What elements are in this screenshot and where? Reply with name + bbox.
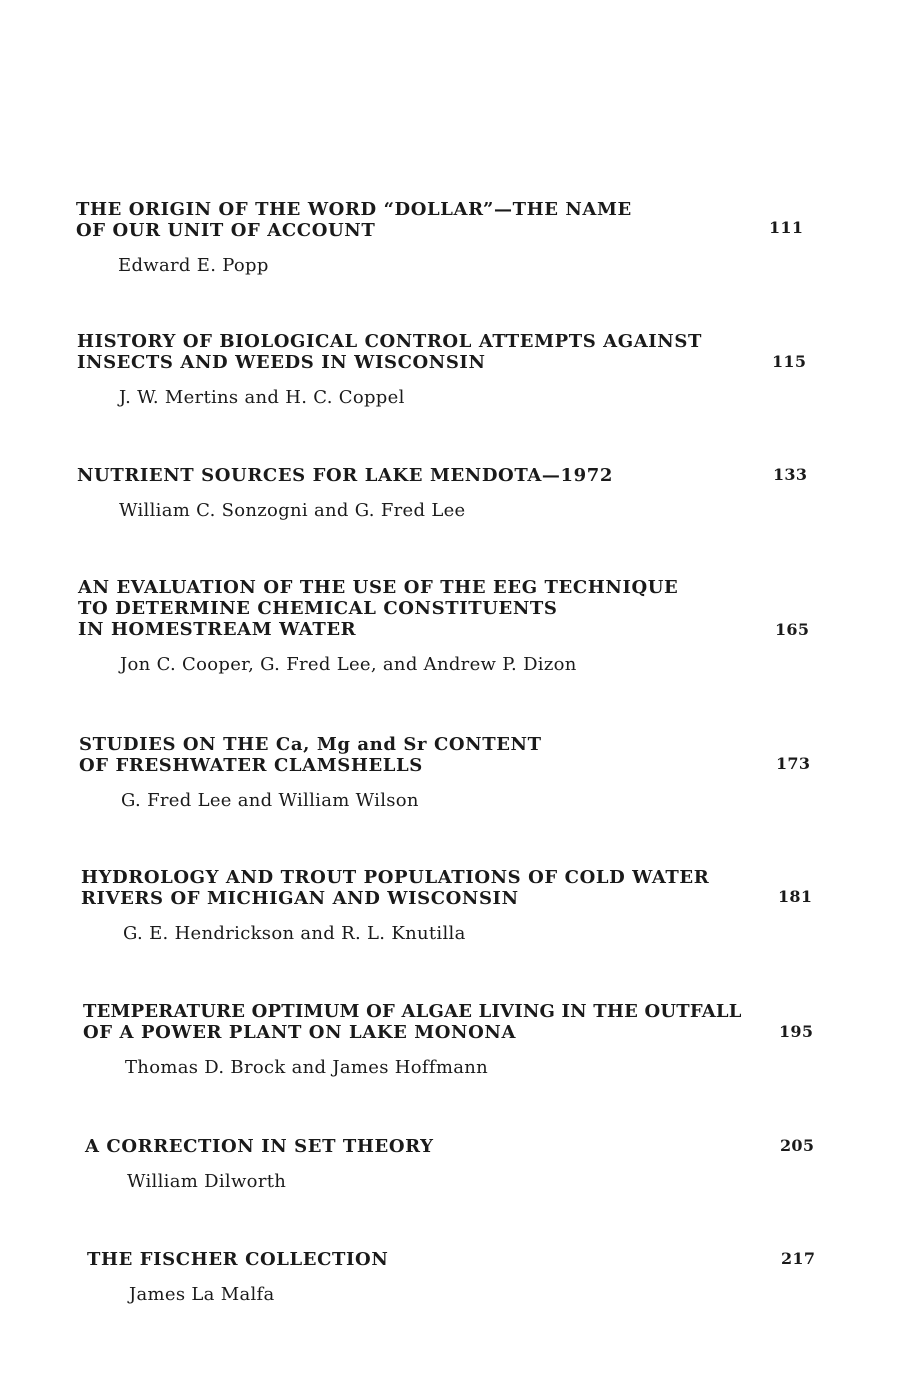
article-title-line: OF A POWER PLANT ON LAKE MONONA xyxy=(83,1022,517,1043)
toc-entry xyxy=(76,199,816,277)
article-title-line: THE ORIGIN OF THE WORD “DOLLAR”—THE NAME xyxy=(76,199,632,220)
toc-entry xyxy=(79,734,819,812)
article-title-line: A CORRECTION IN SET THEORY xyxy=(85,1136,434,1157)
article-title-line: TO DETERMINE CHEMICAL CONSTITUENTS xyxy=(78,598,558,619)
article-title-line: NUTRIENT SOURCES FOR LAKE MENDOTA—1972 xyxy=(77,465,614,486)
article-authors: Thomas D. Brock and James Hoffmann xyxy=(125,1057,489,1078)
article-authors: G. Fred Lee and William Wilson xyxy=(121,790,419,811)
page-number: 195 xyxy=(779,1022,814,1041)
page-number: 133 xyxy=(773,465,808,484)
toc-entry xyxy=(78,577,818,676)
article-authors: William C. Sonzogni and G. Fred Lee xyxy=(119,500,466,521)
toc-entry xyxy=(77,465,817,522)
article-authors: William Dilworth xyxy=(127,1171,287,1192)
article-title-line: STUDIES ON THE Ca, Mg and Sr CONTENT xyxy=(79,734,542,755)
article-title xyxy=(83,1001,773,1043)
page-number: 165 xyxy=(775,620,810,639)
article-authors: James La Malfa xyxy=(129,1284,275,1305)
article-title-line: HYDROLOGY AND TROUT POPULATIONS OF COLD WATER xyxy=(81,867,710,888)
toc-entry xyxy=(77,331,817,409)
article-title-line: OF FRESHWATER CLAMSHELLS xyxy=(79,755,423,776)
article-title xyxy=(77,465,737,486)
article-title-line: THE FISCHER COLLECTION xyxy=(87,1249,389,1270)
article-title xyxy=(76,199,736,241)
article-title xyxy=(81,867,761,909)
page-number: 217 xyxy=(781,1249,816,1268)
page-number: 111 xyxy=(769,218,804,237)
article-title xyxy=(78,577,738,640)
article-title xyxy=(85,1136,745,1157)
article-title-line: HISTORY OF BIOLOGICAL CONTROL ATTEMPTS AGAINST xyxy=(77,331,702,352)
toc-entry xyxy=(83,1001,823,1079)
article-title-line: IN HOMESTREAM WATER xyxy=(78,619,357,640)
toc-entry xyxy=(85,1136,825,1193)
article-title-line: TEMPERATURE OPTIMUM OF ALGAE LIVING IN THE OUTFALL xyxy=(83,1001,742,1022)
article-title-line: RIVERS OF MICHIGAN AND WISCONSIN xyxy=(81,888,519,909)
article-authors: Edward E. Popp xyxy=(118,255,269,276)
article-authors: J. W. Mertins and H. C. Coppel xyxy=(119,387,405,408)
article-title xyxy=(77,331,737,373)
page-number: 205 xyxy=(780,1136,815,1155)
article-title-line: AN EVALUATION OF THE USE OF THE EEG TECHNIQUE xyxy=(78,577,679,598)
article-title-line: OF OUR UNIT OF ACCOUNT xyxy=(76,220,376,241)
article-title-line: INSECTS AND WEEDS IN WISCONSIN xyxy=(77,352,486,373)
page-number: 181 xyxy=(778,887,813,906)
article-title xyxy=(79,734,739,776)
article-authors: Jon C. Cooper, G. Fred Lee, and Andrew P. Dizon xyxy=(120,654,577,675)
toc-entry xyxy=(81,867,821,945)
article-authors: G. E. Hendrickson and R. L. Knutilla xyxy=(123,923,466,944)
article-title xyxy=(87,1249,747,1270)
page-number: 115 xyxy=(772,352,807,371)
toc-entry xyxy=(87,1249,827,1306)
page-number: 173 xyxy=(776,754,811,773)
